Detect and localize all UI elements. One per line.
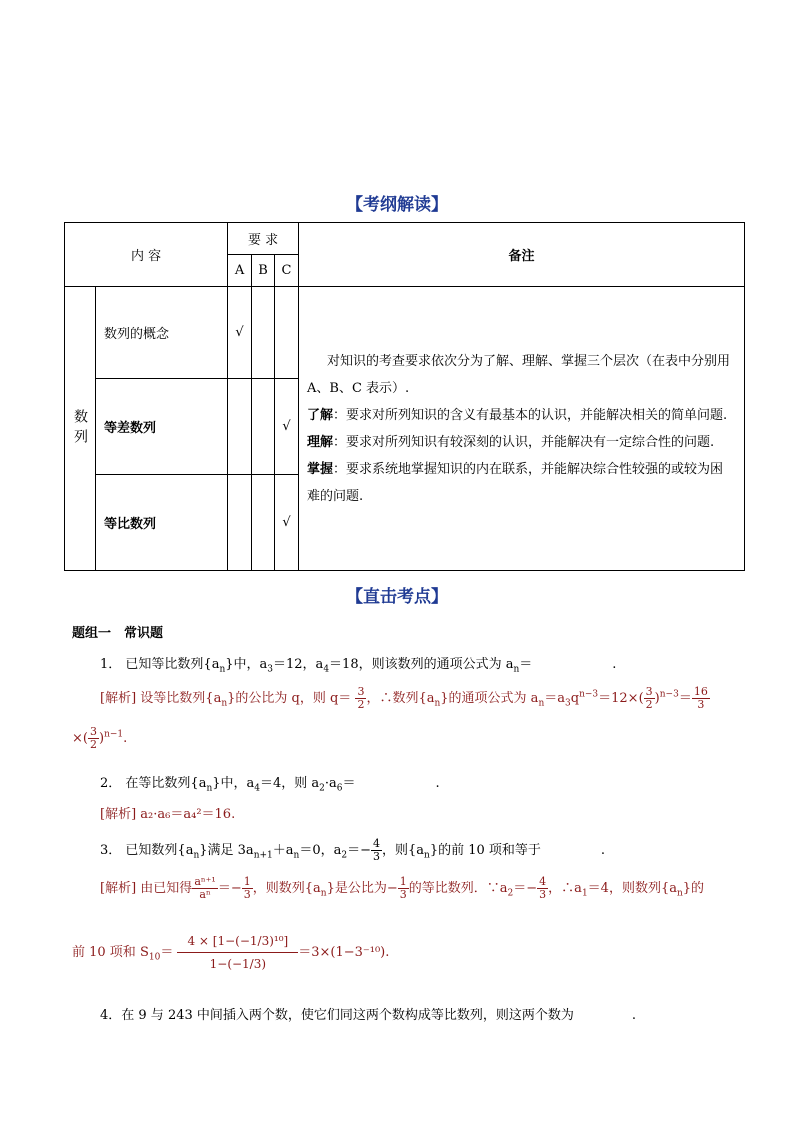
note-text: ：要求系统地掌握知识的内在联系，并能解决综合性较强的或较为困难的问题.: [307, 461, 724, 504]
fraction: [242, 876, 253, 901]
answer-2: [100, 803, 235, 822]
analysis-label: [解析]: [100, 807, 137, 822]
note-understand-basic: [307, 402, 736, 429]
fraction: [644, 686, 655, 711]
category-label: 数列: [72, 408, 88, 449]
exponent: n−3: [579, 689, 599, 700]
answer-text: 的等比数列．∵a: [408, 881, 508, 896]
answer-text: }的: [682, 881, 705, 896]
answer-text: ＝: [160, 945, 174, 960]
topic-geometric: 等比数列: [96, 475, 228, 571]
note-text: ：要求对所列知识有较深刻的认识，并能解决有一定综合性的问题.: [333, 434, 715, 450]
frac-den: 1−(−1/3): [209, 957, 267, 971]
frac-den: aⁿ: [199, 888, 211, 901]
analysis-label: [解析]: [100, 881, 137, 896]
level-c-header: C: [275, 255, 299, 287]
check-a-geometric: [228, 475, 252, 571]
question-3: 3． 已知数列$\{a_n\}$满足 $3a_{n+1}+a_n=0$，$a_2=-$ $\frac{4}{3}$ ，则$\{a_n\}$的前 10 项和等于 .: [100, 837, 606, 863]
answer-text: ＝12×: [598, 691, 639, 706]
fraction: [355, 686, 366, 711]
check-c-arithmetic: √: [275, 379, 299, 475]
question-2: 2． 在等比数列$\{a_n\}$中，$a_4=4$，则 $a_2\cdot a_6=$ .: [100, 776, 440, 794]
frac-den: 2: [357, 698, 365, 711]
syllabus-title: 【考纲解读】: [346, 195, 448, 215]
frac-num: 1: [399, 875, 407, 888]
answer-3-sum: [72, 930, 389, 975]
check-a-arithmetic: [228, 379, 252, 475]
fraction: [371, 838, 382, 863]
q-text: }中，a: [212, 776, 255, 791]
topic-concept: 数列的概念: [96, 287, 228, 379]
analysis-label: [解析]: [100, 691, 137, 706]
answer-text: ＝−: [513, 881, 538, 896]
q-text: ＝18，则该数列的通项公式为 a: [329, 657, 514, 672]
q-text: }中，a: [225, 657, 268, 672]
q-number: 2．: [100, 776, 122, 791]
frac-num: 4 × [1−(−1/3)¹⁰]: [177, 930, 298, 953]
category-cell: [65, 287, 96, 571]
answer-text: ×: [72, 731, 83, 746]
answer-text: 由已知得: [140, 881, 193, 896]
note-term: 了解: [307, 407, 334, 423]
answer-text: ＝: [678, 691, 692, 706]
q-text: ＋a: [272, 843, 294, 858]
level-b-header: B: [252, 255, 275, 287]
check-b-concept: [252, 287, 275, 379]
exponent: n−1: [104, 729, 124, 740]
q-text: ＝0，a: [299, 843, 342, 858]
q-text: ＝−: [347, 843, 371, 858]
q-text: ，则{a: [382, 843, 425, 858]
group-title: 题组一 常识题: [72, 626, 164, 641]
level-a-header: A: [228, 255, 252, 287]
q-text: 已知等比数列{a: [125, 657, 220, 672]
content-header: 内 容: [65, 223, 228, 287]
fraction: [398, 876, 409, 901]
answer-text: q: [570, 691, 580, 706]
q-text: }满足 3a: [199, 843, 254, 858]
require-header: 要 求: [228, 223, 299, 255]
answer-text: ，∴a: [548, 881, 582, 896]
q-text: 已知数列{a: [125, 843, 194, 858]
answer-1: [解析] 设等比数列$\{a_n\}$的公比为 q，则 q＝ $\frac{3}{2}$ ，∴数列$\{a_n\}$的通项公式为 $a_n=a_3q^{n-3}=12\times$( $\frac{3}{2}$ )$^{n-3}$＝ $\frac{16}{3}$: [100, 685, 708, 711]
frac-num: 3: [89, 725, 97, 738]
notes-cell: [299, 287, 745, 571]
check-b-arithmetic: [252, 379, 275, 475]
q-number: 3．: [100, 843, 122, 858]
check-b-geometric: [252, 475, 275, 571]
notes-header: 备注: [299, 223, 745, 287]
question-4: [100, 1004, 636, 1023]
frac-num: 16: [693, 685, 708, 698]
q-text: }的前 10 项和等于: [429, 843, 541, 858]
q-text: 4．在 9 与 243 中间插入两个数，使它们同这两个数构成等比数列，则这两个数为: [100, 1008, 574, 1023]
answer-text: ＝−: [217, 881, 242, 896]
frac-den: 3: [399, 888, 407, 901]
frac-den: 2: [645, 698, 653, 711]
topic-arithmetic: 等差数列: [96, 379, 228, 475]
answer-text: ＝a: [544, 691, 565, 706]
frac-num: 4: [539, 875, 547, 888]
frac-num: 3: [645, 685, 653, 698]
q-number: 1．: [100, 657, 122, 672]
frac-num: 1: [243, 875, 251, 888]
points-title: 【直击考点】: [346, 587, 448, 607]
answer-text: 前 10 项和 S: [72, 945, 149, 960]
frac-den: 2: [89, 738, 97, 751]
note-term: 理解: [307, 434, 334, 450]
fraction: [537, 876, 548, 901]
answer-text: ＝3×(1−3⁻¹⁰).: [298, 945, 390, 960]
q-text: .: [612, 657, 617, 672]
exponent: n−3: [659, 689, 679, 700]
q-text: ＝: [342, 776, 356, 791]
notes-intro: 对知识的考查要求依次分为了解、理解、掌握三个层次（在表中分别用 A、B、C 表示）.: [307, 353, 731, 396]
note-term: 掌握: [307, 461, 334, 477]
subscript: 10: [148, 952, 161, 963]
frac-den: 3: [539, 888, 547, 901]
answer-text: 设等比数列{a: [140, 691, 222, 706]
note-comprehend: [307, 429, 736, 456]
frac-den: 3: [373, 850, 380, 863]
answer-3: [解析] 由已知得 $\frac{\text{aⁿ⁺¹}}{\text{aⁿ}}$ ＝− $\frac{1}{3}$ ，则数列$\{a_n\}$是公比为− $\frac{1}{3}$ 的等比数列．$\because a_2=-$ $\frac{4}{3}$ ，$\therefore a_1=4$，则数列$\{a_n\}$的: [100, 875, 705, 901]
answer-text: ，则数列{a: [252, 881, 321, 896]
q-text: .: [631, 1008, 637, 1023]
check-a-concept: √: [228, 287, 252, 379]
answer-text: }是公比为−: [326, 881, 398, 896]
q-text: ＝: [519, 657, 533, 672]
check-c-geometric: √: [275, 475, 299, 571]
frac-num: aⁿ⁺¹: [194, 875, 216, 888]
q-text: .: [435, 776, 440, 791]
frac-den: 3: [697, 698, 705, 711]
answer-text: }的通项公式为 a: [440, 691, 539, 706]
frac-num: 3: [357, 685, 365, 698]
answer-text: }的公比为 q，则 q＝: [227, 691, 352, 706]
answer-1-cont: ×( $\frac{3}{2}$ )$^{n-1}$.: [72, 725, 128, 751]
answer-text: a₂·a₆＝a₄²＝16.: [140, 807, 236, 822]
q-text: 在等比数列{a: [125, 776, 207, 791]
note-master: [307, 456, 736, 510]
syllabus-table: [64, 222, 745, 571]
q-text: ＝12，a: [273, 657, 324, 672]
answer-text: ＝4，则数列{a: [587, 881, 677, 896]
q-text: ＝4，则 a: [260, 776, 320, 791]
fraction: [192, 876, 218, 901]
q-text: ·a: [324, 776, 337, 791]
sum-fraction: [177, 930, 298, 975]
question-1: 1． 已知等比数列$\{a_n\}$中，$a_3=12$，$a_4=18$，则该数列的通项公式为 $a_n=$ .: [100, 657, 617, 675]
check-c-concept: [275, 287, 299, 379]
answer-text: ，∴数列{a: [366, 691, 435, 706]
fraction: [692, 686, 710, 711]
q-text: .: [600, 843, 606, 858]
frac-num: 4: [373, 837, 380, 850]
fraction: [88, 726, 99, 751]
note-text: ：要求对所列知识的含义有最基本的认识，并能解决相关的简单问题.: [333, 407, 728, 423]
frac-den: 3: [243, 888, 251, 901]
